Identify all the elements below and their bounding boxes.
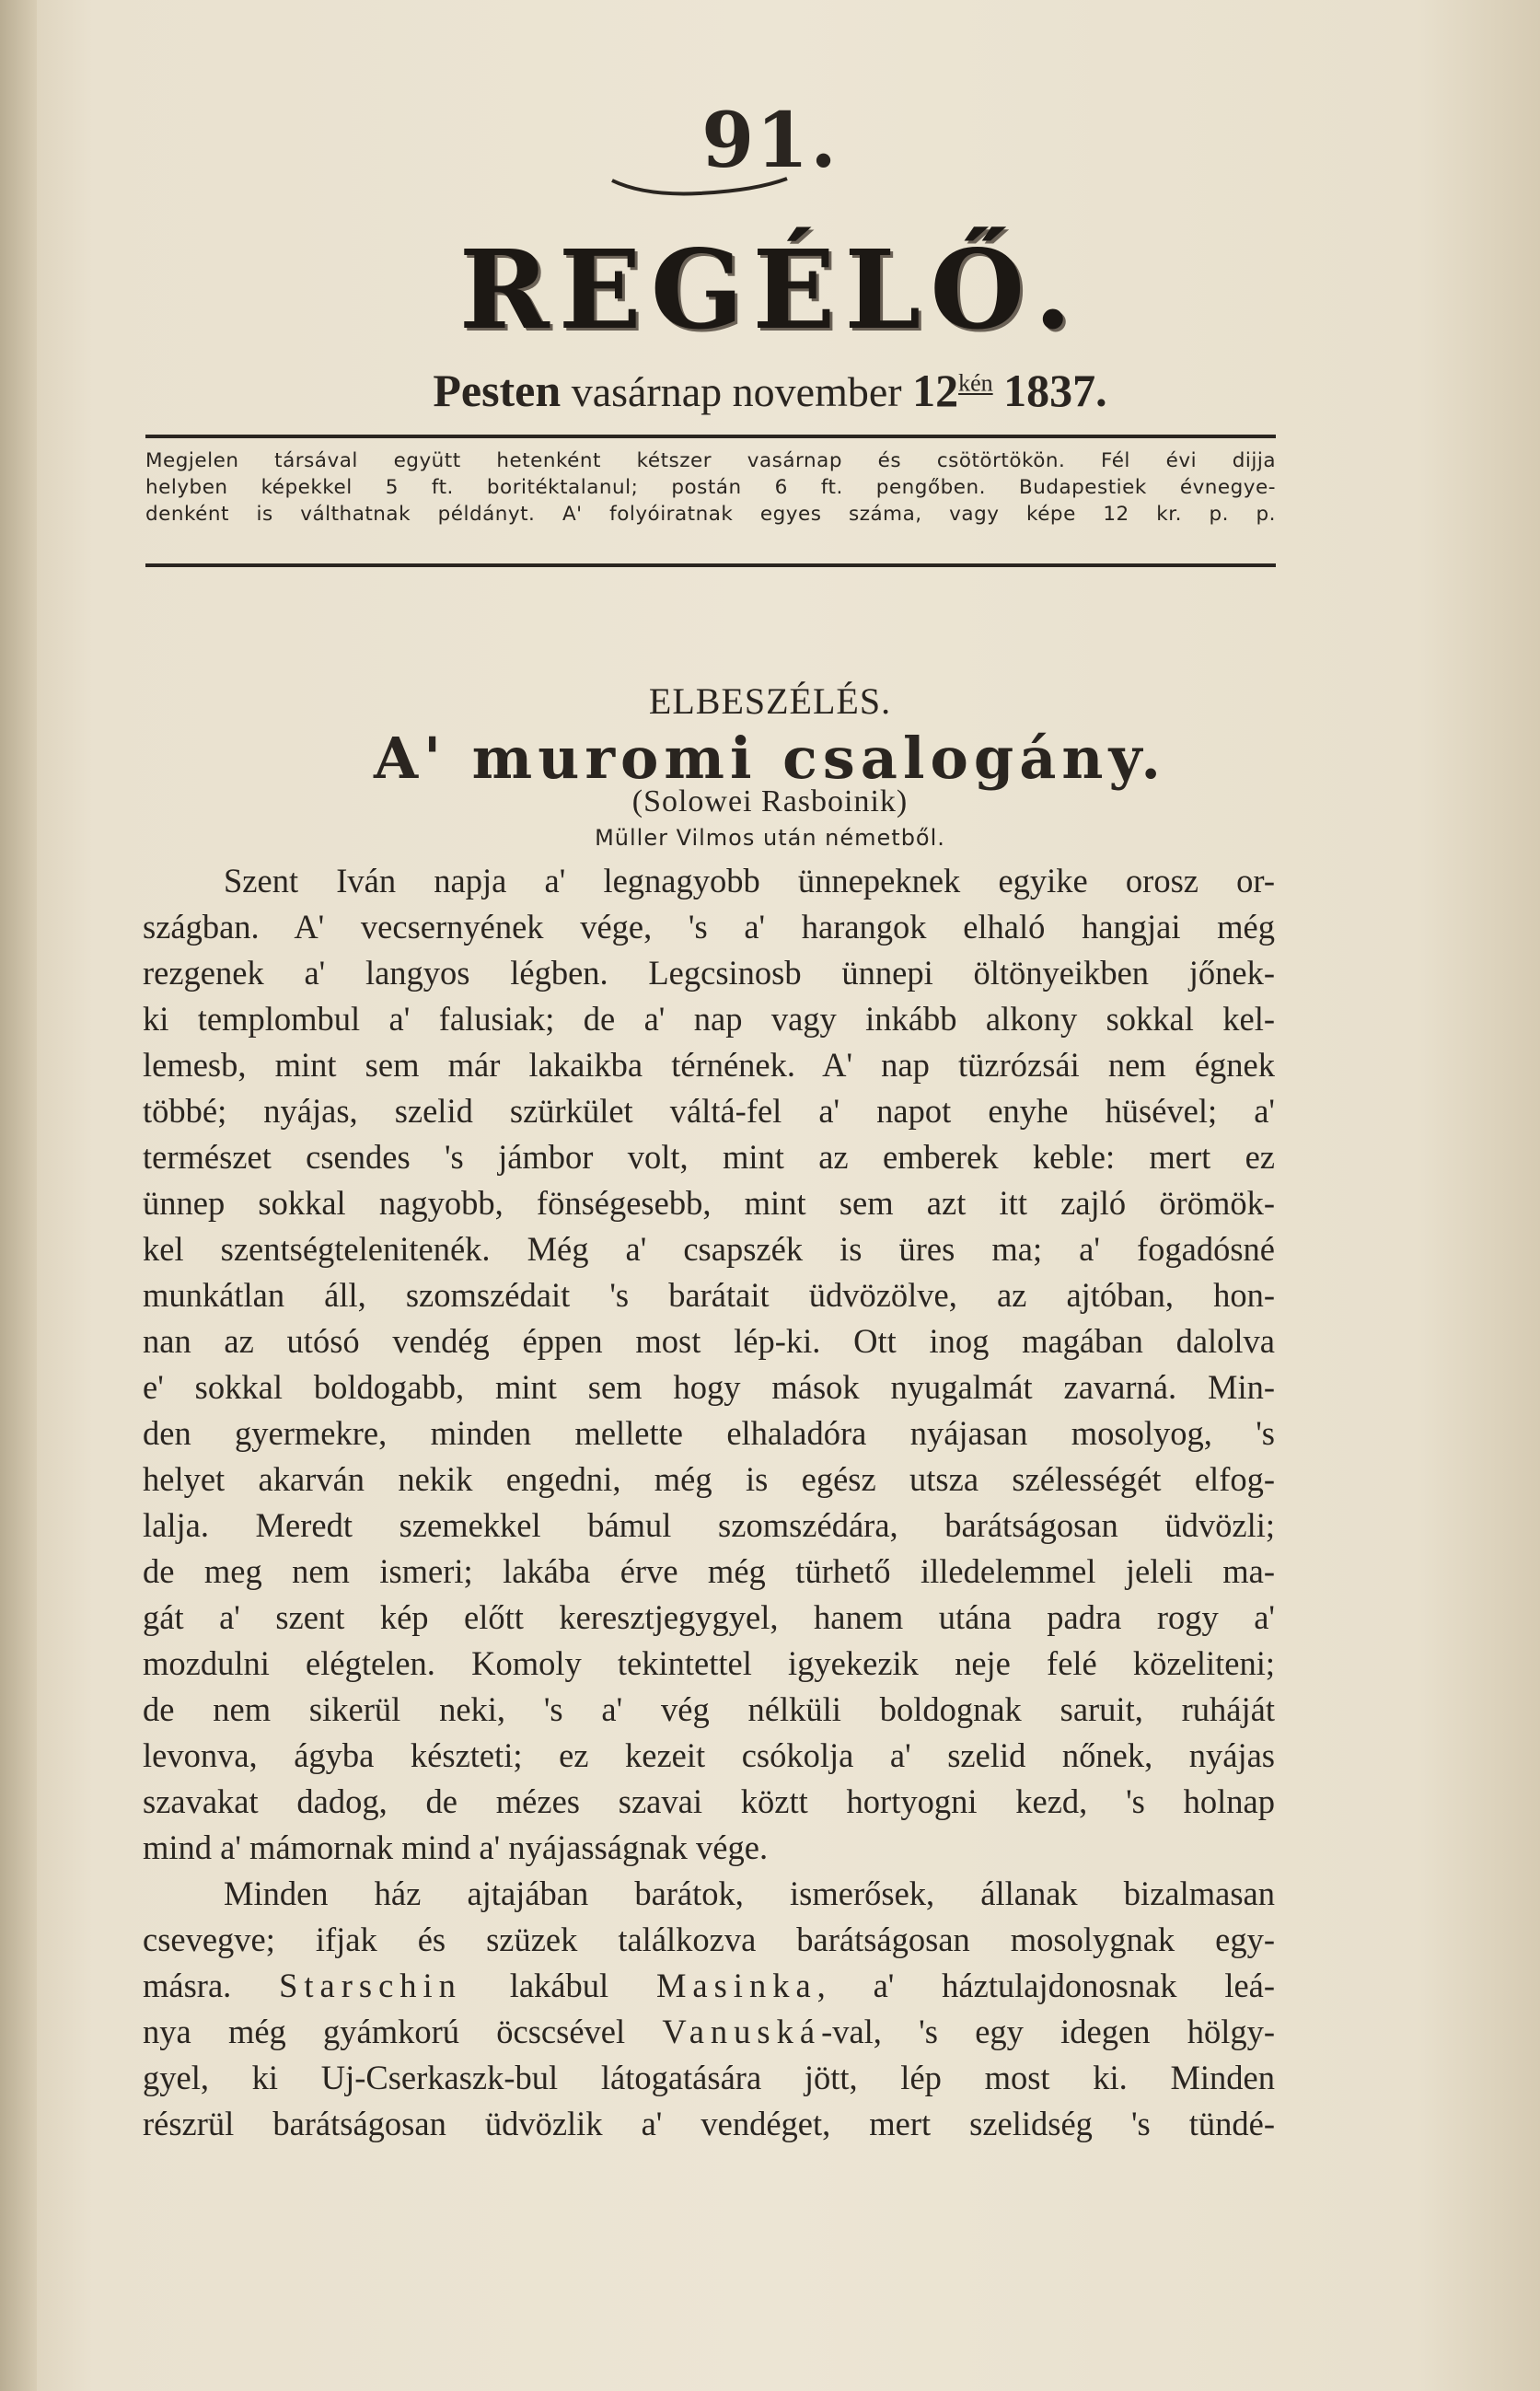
text-line: kel szentségtelenitenék. Még a' csapszék is üres ma; a' fogadósné [143, 1230, 1275, 1268]
top-rule [145, 435, 1276, 438]
text-line: többé; nyájas, szelid szürkület váltá-fel a' napot enyhe hüsével; a' [143, 1092, 1275, 1130]
text-line: helyet akarván nekik engedni, még is egész utsza szélességét elfog- [143, 1460, 1275, 1498]
issue-number: 91. [701, 97, 839, 185]
name-starschin: Starschin [279, 1967, 462, 2004]
page-gutter [0, 0, 37, 2391]
story-credit: Müller Vilmos után németből. [595, 825, 945, 851]
text-segment: másra. [143, 1967, 232, 2004]
text-segment: nya még gyámkorú öcscsével [143, 2013, 626, 2050]
text-line: részrül barátságosan üdvözlik a' vendéget, mert szelidség 's tündé- [143, 2105, 1275, 2142]
text-line: lalja. Meredt szemekkel bámul szomszédára, barátságosan üdvözli; [143, 1506, 1275, 1544]
text-line: szágban. A' vecsernyének vége, 's a' harangok elhaló hangjai még [143, 908, 1275, 946]
text-line: de nem sikerül neki, 's a' vég nélküli boldognak saruit, ruháját [143, 1690, 1275, 1728]
notice-line: helyben képekkel 5 ft. boritéktalanul; postán 6 ft. pengőben. Budapestiek évnegye- [145, 476, 1276, 499]
dateline-city: Pesten [433, 365, 562, 416]
text-line: e' sokkal boldogabb, mint sem hogy mások nyugalmát zavarná. Min- [143, 1368, 1275, 1406]
bottom-rule [145, 563, 1276, 567]
text-line: munkátlan áll, szomszédait 's barátait üdvözölve, az ajtóban, hon- [143, 1276, 1275, 1314]
text-line: mozdulni elégtelen. Komoly tekintettel igyekezik neje felé közeliteni; [143, 1644, 1275, 1682]
story-title: A' muromi csalogány. [374, 725, 1166, 792]
dateline [0, 364, 1540, 417]
text-line: lemesb, mint sem már lakaikba térnének. A' nap tüzrózsái nem égnek [143, 1046, 1275, 1084]
ornament-swash [608, 173, 792, 201]
text-segment: lakábul [509, 1967, 609, 2004]
text-line: den gyermekre, minden mellette elhaladóra nyájasan mosolyog, 's [143, 1414, 1275, 1452]
text-line [143, 2009, 1275, 2055]
text-line: természet csendes 's jámbor volt, mint az emberek keble: mert ez [143, 1138, 1275, 1176]
story-body [143, 858, 1275, 2147]
notice-line: denként is válthatnak példányt. A' folyóiratnak egyes száma, vagy képe 12 kr. p. p. [145, 503, 1276, 526]
subscription-notice [145, 447, 1276, 528]
text-line: levonva, ágyba készteti; ez kezeit csókolja a' szelid nőnek, nyájas [143, 1736, 1275, 1774]
name-masinka: Masinka [655, 1967, 817, 2004]
text-line: ki templombul a' falusiak; de a' nap vagy inkább alkony sokkal kel- [143, 1000, 1275, 1038]
dateline-year: 1837. [1003, 365, 1107, 416]
text-line: de meg nem ismeri; lakába érve még türhető illedelemmel jeleli ma- [143, 1552, 1275, 1590]
text-line: gát a' szent kép előtt keresztjegygyel, hanem utána padra rogy a' [143, 1598, 1275, 1636]
name-vanuska: Vanuská [662, 2013, 822, 2050]
section-heading: ELBESZÉLÉS. [648, 680, 892, 722]
text-line: csevegve; ifjak és szüzek találkozva barátságosan mosolygnak egy- [143, 1921, 1275, 1958]
story-subtitle: (Solowei Rasboinik) [631, 784, 909, 818]
text-line: Szent Iván napja a' legnagyobb ünnepeknek egyike orosz or- [224, 862, 1275, 900]
text-line [143, 1963, 1275, 2009]
dateline-day: 12 [912, 365, 959, 416]
text-line: nan az utósó vendég éppen most lép-ki. Ott inog magában dalolva [143, 1322, 1275, 1360]
text-line: Minden ház ajtajában barátok, ismerősek, állanak bizalmasan [224, 1874, 1275, 1912]
text-line: szavakat dadog, de mézes szavai köztt hortyogni kezd, 's holnap [143, 1782, 1275, 1820]
notice-line: Megjelen társával együtt hetenként kétszer vasárnap és csötörtökön. Fél évi dijja [145, 449, 1276, 472]
dateline-text: vasárnap november [571, 368, 902, 415]
masthead-title: REGÉLŐ. [458, 226, 1082, 354]
text-segment: -val, 's egy idegen hölgy- [821, 2013, 1275, 2050]
text-line: rezgenek a' langyos légben. Legcsinosb ünnepi öltönyeikben jőnek- [143, 954, 1275, 992]
text-segment: , a' háztulajdonosnak leá- [816, 1967, 1275, 2004]
text-line: mind a' mámornak mind a' nyájasságnak vége. [143, 1828, 769, 1866]
text-line: gyel, ki Uj-Cserkaszk-bul látogatására jött, lép most ki. Minden [143, 2059, 1275, 2096]
text-line: ünnep sokkal nagyobb, fönségesebb, mint sem azt itt zajló örömök- [143, 1184, 1275, 1222]
dateline-suffix: kén [958, 369, 993, 397]
